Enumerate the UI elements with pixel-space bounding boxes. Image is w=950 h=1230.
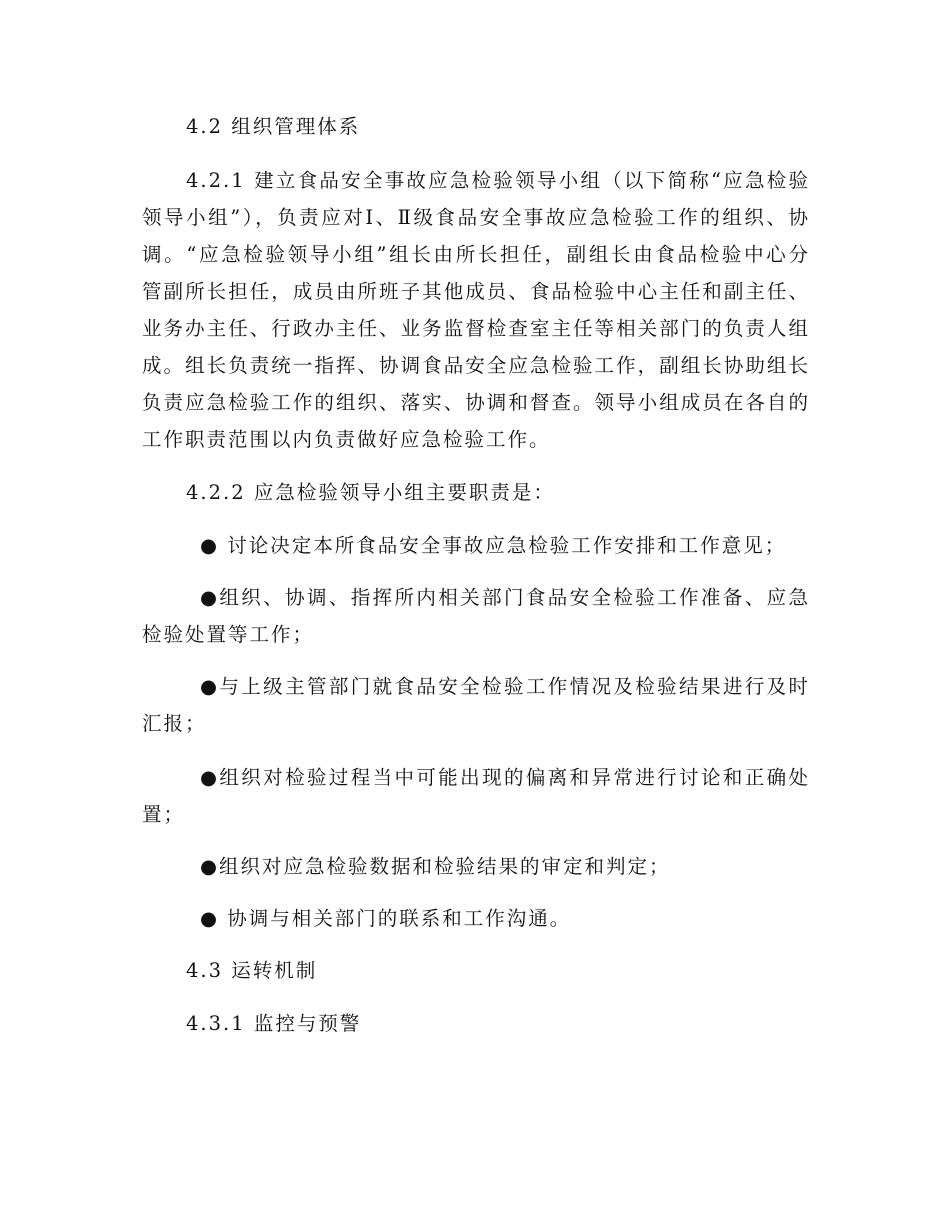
bullet-item-3: ●与上级主管部门就食品安全检验工作情况及检验结果进行及时汇报； xyxy=(142,675,810,735)
section-heading-4-3-1: 4.3.1 监控与预警 xyxy=(186,1012,362,1035)
paragraph-4-2-1: 4.2.1 建立食品安全事故应急检验领导小组（以下简称“应急检验领导小组”），负责应对Ⅰ、Ⅱ级食品安全事故应急检验工作的组织、协调。“应急检验领导小组”组长由所长担任，副组长由食品检验中心分管副所长担任，成员由所班子其他成员、食品检验中心主任和副主任、业务办主任、行政办主任、业务监督检查室主任等相关部门的负责人组成。组长负责统一指挥、协调食品安全应急检验工作，副组长协助组长负责应急检验工作的组织、落实、协调和督查。领导小组成员在各自的工作职责范围以内负责做好应急检验工作。 xyxy=(142,169,810,451)
bullet-item-6: ● 协调与相关部门的联系和工作沟通。 xyxy=(200,907,572,930)
bullet-item-5: ●组织对应急检验数据和检验结果的审定和判定； xyxy=(200,855,671,878)
bullet-item-1: ● 讨论决定本所食品安全事故应急检验工作安排和工作意见； xyxy=(200,534,787,557)
bullet-item-2: ●组织、协调、指挥所内相关部门食品安全检验工作准备、应急检验处置等工作； xyxy=(142,586,810,646)
section-heading-4-3: 4.3 运转机制 xyxy=(186,959,318,982)
paragraph-4-2-2: 4.2.2 应急检验领导小组主要职责是： xyxy=(186,481,555,504)
section-heading-4-2: 4.2 组织管理体系 xyxy=(186,115,361,138)
bullet-item-4: ●组织对检验过程当中可能出现的偏离和异常进行讨论和正确处置； xyxy=(142,766,810,826)
